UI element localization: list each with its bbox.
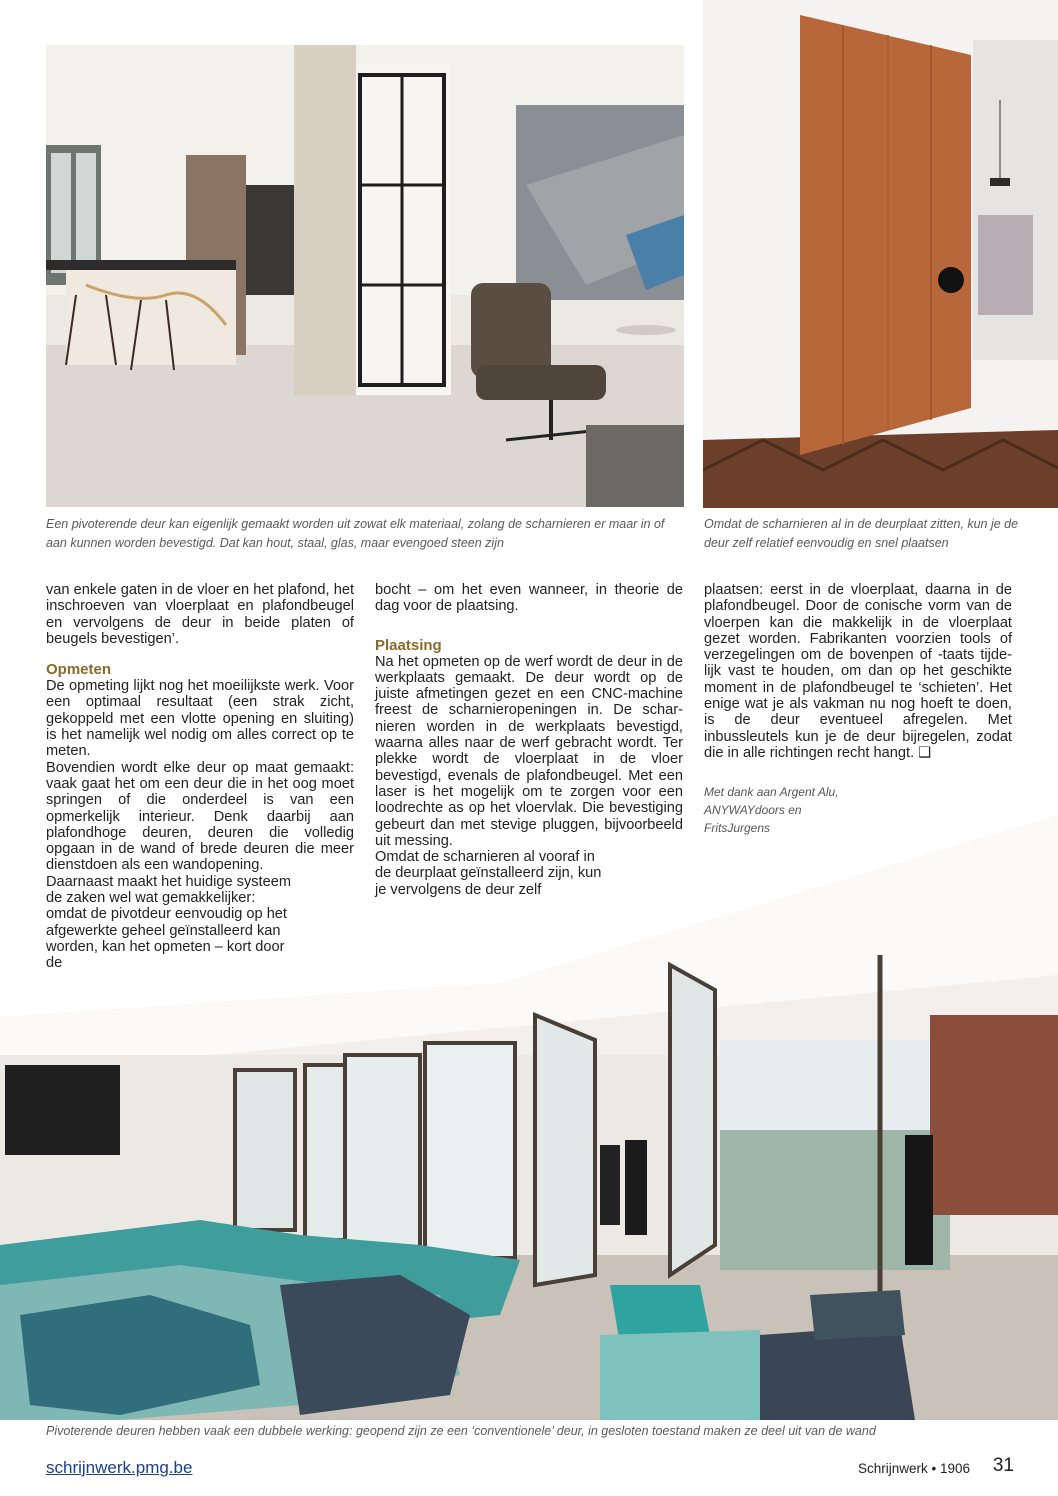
column-2-paragraph: bocht – om het even wanneer, in theorie de dag voor de plaatsing. xyxy=(375,582,683,615)
article-column-3 xyxy=(704,582,1012,837)
heading-opmeten: Opmeten xyxy=(46,661,112,679)
article-column-1 xyxy=(46,582,354,972)
column-1-paragraph: Daarnaast maakt het huidige systeem de zaken wel wat gemakkelijker: omdat de pivotdeur eenvoudig op het afgewerkte geheel geïnstalleerd kan worden, kan het opmeten – kort door de xyxy=(46,873,291,972)
credit-line: ANYWAYdoors en xyxy=(704,803,802,818)
column-3-paragraph: plaatsen: eerst in de vloerplaat, daarna in de plafondbeugel. Door de conische vorm van de vloerpen kan die makkelijk in de vloerplaat gezet worden. Fabrikanten voorzien tools of verzegelingen om de bovenpen of -taats tijdelijk vast te houden, om dan op het geschikte moment in de plafondbeugel te ‘schieten’. Het enige wat je als vakman nu nog hoeft te doen, is de deur eventueel afregelen. Met inbussleutels kun je de deur bijregelen, zodat die in alle richtingen recht hangt. ❑ xyxy=(704,582,1012,761)
column-2-paragraph: Na het opmeten op de werf wordt de deur in de werkplaats gemaakt. De deur wordt op de juiste afmetingen gezet en een CNC-machine freest de scharnieropeningen in. De scharnieren worden in de werkplaats bevestigd, waarna alles naar de werf gebracht wordt. Ter plekke wordt de vloerplaat in de vloer bevestigd, evenals de plafondbeugel. Met een laser is het mogelijk om te zorgen voor een loodrechte as op het vloervlak. Die bevestiging gebeurt dan met stevige pluggen, bijvoorbeeld uit messing. xyxy=(375,653,683,849)
credit-line: Met dank aan Argent Alu, xyxy=(704,785,839,800)
website-link[interactable]: schrijnwerk.pmg.be xyxy=(46,1458,193,1477)
kitchen-photo-caption: Een pivoterende deur kan eigenlijk gemaakt worden uit zowat elk materiaal, zolang de scharnieren er maar in of aan kunnen worden bevestigd. Dat kan hout, staal, glas, maar evengoed steen zijn xyxy=(46,517,665,550)
column-1-paragraph: van enkele gaten in de vloer en het plafond, het inschroeven van vloerplaat en plafondbeugel en vervolgens de deur in beide platen of beugels bevestigen’. xyxy=(46,582,354,647)
kitchen-photo xyxy=(46,45,684,507)
magazine-issue: Schrijnwerk • 1906 xyxy=(857,1461,970,1476)
column-2-paragraph: Omdat de scharnieren al vooraf in de deurplaat geïnstalleerd zijn, kun je vervolgens de deur zelf xyxy=(375,849,602,898)
credits xyxy=(704,783,1012,837)
wooden-door-caption: Omdat de scharnieren al in de deurplaat zitten, kun je de deur zelf relatief eenvoudig en snel plaatsen xyxy=(704,517,1019,550)
credit-line: FritsJurgens xyxy=(704,821,771,836)
wooden-door-photo xyxy=(703,0,1058,508)
column-1-paragraph: Bovendien wordt elke deur op maat gemaakt: vaak gaat het om een deur die in het oog moet springen of die onderdeel is van een opmerkelijk interieur. Denk daarbij aan plafondhoge deuren, deuren die volledig opgaan in de wand of brede deuren die meer dienstdoen als een wandopening. xyxy=(46,759,354,874)
page-number: 31 xyxy=(992,1455,1014,1476)
article-column-2 xyxy=(375,582,683,898)
heading-plaatsing: Plaatsing xyxy=(375,636,442,654)
column-1-paragraph: De opmeting lijkt nog het moeilijkste werk. Voor een optimaal resultaat (een strak zicht, gekoppeld met een vlotte opening en sluiting) is het namelijk wel nodig om alles correct op te meten. xyxy=(46,678,354,760)
hall-photo-caption: Pivoterende deuren hebben vaak een dubbele werking: geopend zijn ze een ‘conventionele’ deur, in gesloten toestand maken ze deel uit van de wand xyxy=(46,1424,876,1438)
